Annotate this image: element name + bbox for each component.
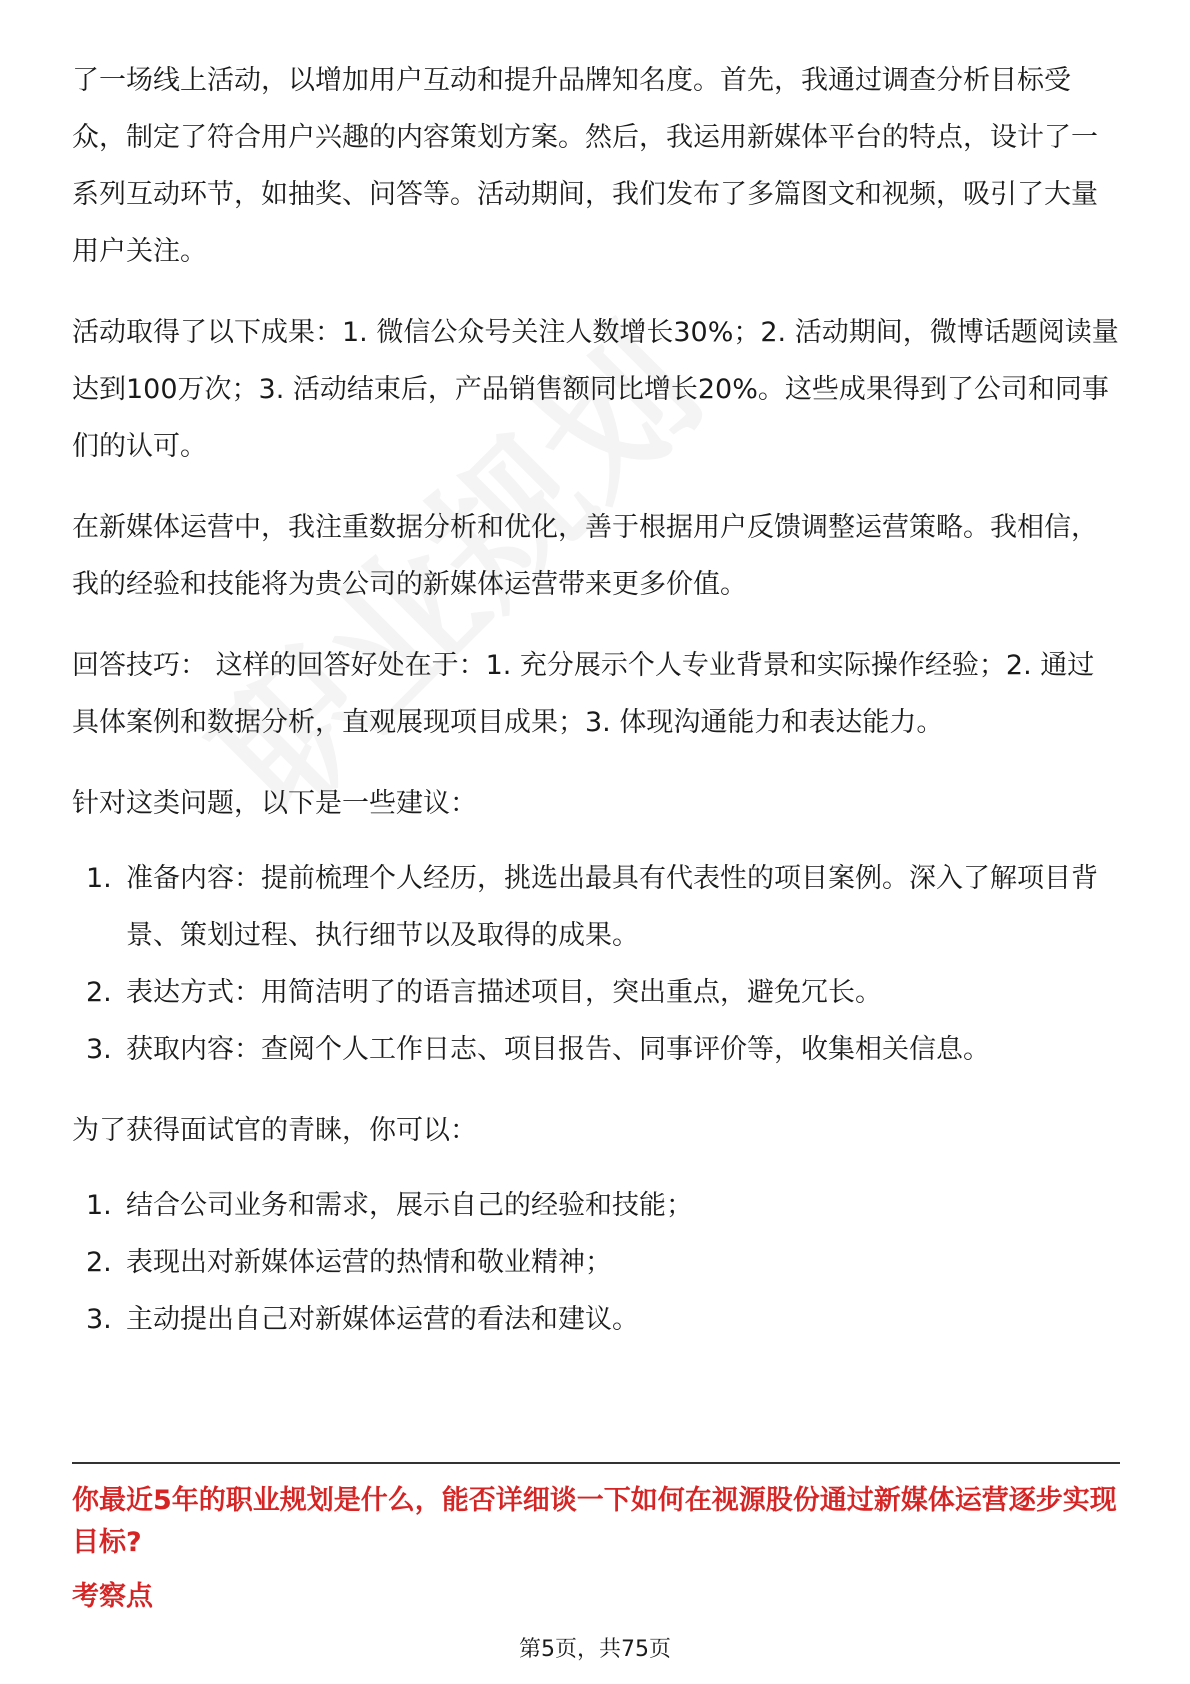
list-item: 2. 表现出对新媒体运营的热情和敬业精神； [86,1247,612,1278]
answer-body [72,52,1120,1348]
paragraph-tips-intro: 为了获得面试官的青睐，你可以： [72,1115,477,1146]
section-divider [72,1462,1120,1464]
list-item: 1. 结合公司业务和需求，展示自己的经验和技能； [86,1190,693,1221]
list-item: 1. 准备内容：提前梳理个人经历，挑选出最具有代表性的项目案例。深入了解项目背景、策划过程、执行细节以及取得的成果。 [86,863,1098,951]
suggestions-list [72,850,1120,1078]
next-question-heading: 你最近5年的职业规划是什么，能否详细谈一下如何在视源股份通过新媒体运营逐步实现目标? [72,1485,1117,1558]
list-item: 3. 主动提出自己对新媒体运营的看法和建议。 [86,1304,639,1335]
paragraph-results: 活动取得了以下成果：1. 微信公众号关注人数增长30%；2. 活动期间，微博话题阅读量达到100万次；3. 活动结束后，产品销售额同比增长20%。这些成果得到了公司和同事们的认可。 [72,317,1119,462]
paragraph-operations: 在新媒体运营中，我注重数据分析和优化，善于根据用户反馈调整运营策略。我相信，我的经验和技能将为贵公司的新媒体运营带来更多价值。 [72,512,1098,600]
paragraph-activity: 了一场线上活动，以增加用户互动和提升品牌知名度。首先，我通过调查分析目标受众，制定了符合用户兴趣的内容策划方案。然后，我运用新媒体平台的特点，设计了一系列互动环节，如抽奖、问答等。活动期间，我们发布了多篇图文和视频，吸引了大量用户关注。 [72,65,1098,267]
list-item: 3. 获取内容：查阅个人工作日志、项目报告、同事评价等，收集相关信息。 [86,1034,990,1065]
paragraph-suggestions-intro: 针对这类问题，以下是一些建议： [72,788,477,819]
paragraph-answer-tips: 回答技巧： 这样的回答好处在于：1. 充分展示个人专业背景和实际操作经验；2. 通过具体案例和数据分析，直观展现项目成果；3. 体现沟通能力和表达能力。 [72,650,1095,738]
tips-list [72,1177,1120,1348]
page-footer: 第5页，共75页 [519,1637,671,1662]
list-item: 2. 表达方式：用简洁明了的语言描述项目，突出重点，避免冗长。 [86,977,882,1008]
section-label: 考察点 [72,1581,153,1612]
